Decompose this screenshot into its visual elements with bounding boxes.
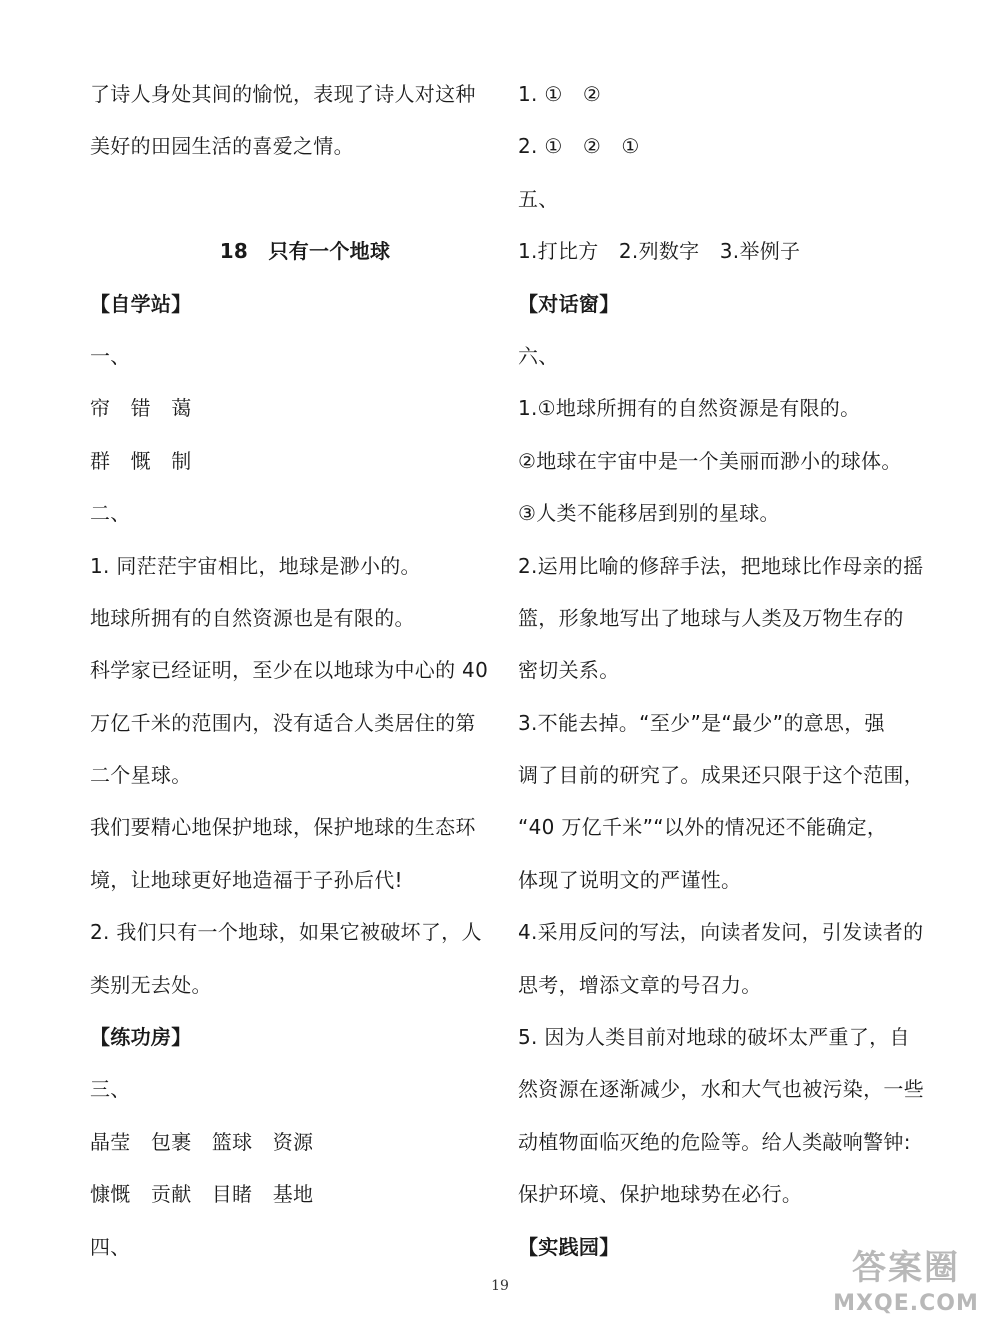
- text-line: 慷慨 贡献 目睹 基地: [90, 1182, 314, 1207]
- text-line: 2. 我们只有一个地球，如果它被破坏了，人: [90, 920, 482, 945]
- text-line: 动植物面临灭绝的危险等。给人类敲响警钟:: [518, 1129, 911, 1154]
- section-heading: 【实践园】: [518, 1234, 620, 1259]
- text-line: 调了目前的研究了。成果还只限于这个范围，: [518, 763, 924, 788]
- text-line: 2.运用比喻的修辞手法，把地球比作母亲的摇: [518, 553, 924, 578]
- text-line: 4.采用反问的写法，向读者发问，引发读者的: [518, 920, 924, 945]
- text-line: 地球所拥有的自然资源也是有限的。: [90, 605, 415, 630]
- text-line: 三、: [90, 1077, 131, 1102]
- watermark-logo: [826, 1246, 986, 1330]
- text-line: 5. 因为人类目前对地球的破坏太严重了，自: [518, 1025, 910, 1050]
- text-line: 1. 同茫茫宇宙相比，地球是渺小的。: [90, 553, 421, 578]
- watermark-text-top: 答案圈: [852, 1248, 960, 1288]
- text-line: ②地球在宇宙中是一个美丽而渺小的球体。: [518, 448, 902, 473]
- text-line: 美好的田园生活的喜爱之情。: [90, 134, 354, 159]
- text-line: “40 万亿千米”“以外的情况还不能确定，: [518, 815, 888, 840]
- text-line: 然资源在逐渐减少，水和大气也被污染，一些: [518, 1077, 924, 1102]
- section-heading: 【对话窗】: [518, 291, 620, 316]
- text-line: 万亿千米的范围内，没有适合人类居住的第: [90, 710, 476, 735]
- text-line: 类别无去处。: [90, 972, 212, 997]
- text-line: 保护环境、保护地球势在必行。: [518, 1182, 803, 1207]
- text-line: 二个星球。: [90, 763, 192, 788]
- right-column: [518, 68, 924, 1273]
- text-line: 2. ① ② ①: [518, 134, 640, 159]
- text-line: 了诗人身处其间的愉悦，表现了诗人对这种: [90, 82, 476, 106]
- blank-line: [90, 173, 490, 225]
- section-heading: 【自学站】: [90, 291, 192, 316]
- text-line: 篮，形象地写出了地球与人类及万物生存的: [518, 605, 904, 630]
- text-line: 四、: [90, 1234, 131, 1259]
- text-line: 五、: [518, 186, 559, 211]
- text-line: 思考，增添文章的号召力。: [518, 972, 762, 997]
- text-line: 1.①地球所拥有的自然资源是有限的。: [518, 396, 861, 421]
- text-line: ③人类不能移居到别的星球。: [518, 501, 780, 526]
- section-title: 18 只有一个地球: [219, 239, 391, 264]
- text-line: 一、: [90, 343, 131, 368]
- text-line: 体现了说明文的严谨性。: [518, 867, 742, 892]
- text-line: 1. ① ②: [518, 82, 602, 106]
- watermark-text-bottom: MXQE.COM: [833, 1291, 979, 1316]
- text-line: 密切关系。: [518, 658, 620, 683]
- text-line: 我们要精心地保护地球，保护地球的生态环: [90, 815, 476, 840]
- text-line: 群 慨 制: [90, 448, 192, 473]
- page-number: 19: [491, 1278, 509, 1294]
- section-heading: 【练功房】: [90, 1025, 192, 1050]
- left-column: [90, 68, 490, 1273]
- text-line: 科学家已经证明，至少在以地球为中心的 40: [90, 658, 489, 683]
- text-line: 晶莹 包裹 篮球 资源: [90, 1129, 314, 1154]
- text-line: 境，让地球更好地造福于子孙后代!: [90, 867, 403, 892]
- text-line: 二、: [90, 501, 131, 526]
- text-line: 3.不能去掉。“至少”是“最少”的意思，强: [518, 710, 885, 735]
- text-line: 1.打比方 2.列数字 3.举例子: [518, 239, 801, 264]
- text-line: 六、: [518, 343, 559, 368]
- text-line: 帘 错 蔼: [90, 396, 192, 421]
